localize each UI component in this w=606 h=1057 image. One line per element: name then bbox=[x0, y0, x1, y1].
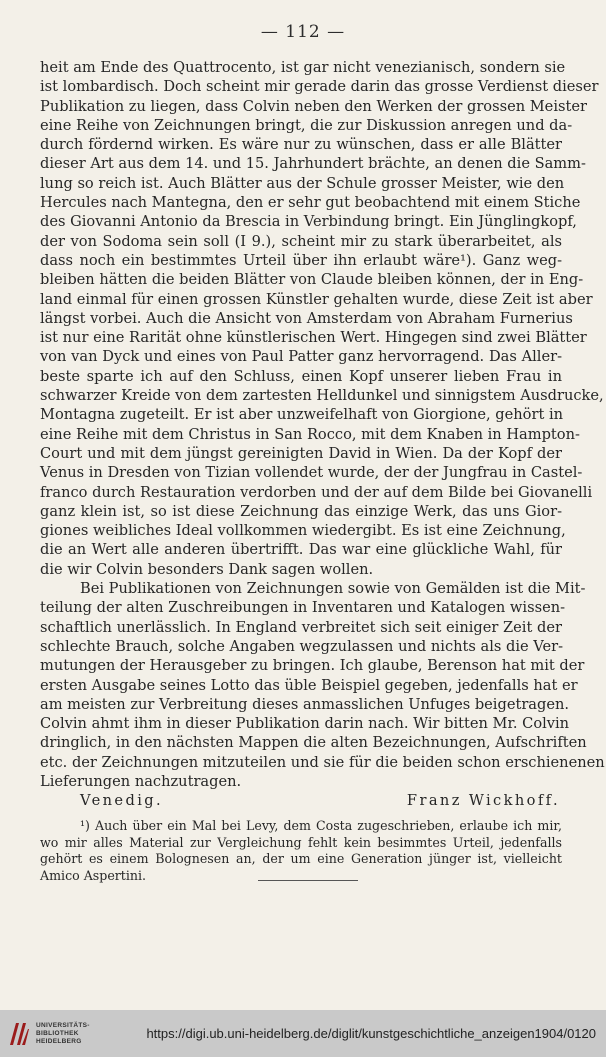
text-line: des Giovanni Antonio da Brescia in Verbindung bringt. Ein Jünglingkopf, bbox=[40, 213, 577, 231]
text-line: der von Sodoma sein soll (I 9.), scheint mir zu stark überarbeitet, als bbox=[40, 232, 562, 250]
text-line: dieser Art aus dem 14. und 15. Jahrhundert brächte, an denen die Samm- bbox=[40, 155, 586, 173]
text-line: eine Reihe mit dem Christus in San Rocco, mit dem Knaben in Hampton- bbox=[40, 425, 580, 443]
footnote-line: Amico Aspertini. bbox=[40, 867, 147, 883]
text-line: am meisten zur Verbreitung dieses anmasslichen Unfuges beigetragen. bbox=[40, 695, 570, 713]
text-line: franco durch Restauration verdorben und der auf dem Bilde bei Giovanelli bbox=[40, 483, 593, 501]
text-line: Colvin ahmt ihm in dieser Publikation darin nach. Wir bitten Mr. Colvin bbox=[40, 715, 570, 733]
text-line: etc. der Zeichnungen mitzuteilen und sie für die beiden schon erschienenen bbox=[40, 753, 605, 771]
text-line: Montagna zugeteilt. Er ist aber unzweifelhaft von Giorgione, gehört in bbox=[40, 406, 564, 424]
library-logo-icon bbox=[8, 1021, 30, 1047]
text-line: Lieferungen nachzutragen. bbox=[40, 772, 242, 790]
text-line: die wir Colvin besonders Dank sagen wollen. bbox=[40, 560, 374, 578]
text-line: Court und mit dem jüngst gereinigten David in Wien. Da der Kopf der bbox=[40, 444, 562, 462]
permalink-url[interactable]: https://digi.ub.uni-heidelberg.de/diglit/kunstgeschichtliche_anzeigen1904/0120 bbox=[146, 1026, 596, 1041]
text-line: bleiben hätten die beiden Blätter von Claude bleiben können, der in Eng- bbox=[40, 271, 584, 289]
text-line: Venus in Dresden von Tizian vollendet wurde, der der Jungfrau in Castel- bbox=[40, 464, 583, 482]
text-line: eine Reihe von Zeichnungen bringt, die zur Diskussion anregen und da- bbox=[40, 116, 573, 134]
text-line: heit am Ende des Quattrocento, ist gar nicht venezianisch, sondern sie bbox=[40, 59, 566, 76]
text-line: längst vorbei. Auch die Ansicht von Amsterdam von Abraham Furnerius bbox=[40, 309, 573, 327]
logo-line: UNIVERSITÄTS- bbox=[36, 1021, 90, 1029]
text-line: mutungen der Herausgeber zu bringen. Ich glaube, Berenson hat mit der bbox=[40, 657, 585, 675]
library-logo-text bbox=[36, 1022, 90, 1046]
text-line: beste sparte ich auf den Schluss, einen Kopf unserer lieben Frau in bbox=[40, 367, 562, 385]
text-line: giones weibliches Ideal vollkommen wiedergibt. Es ist eine Zeichnung, bbox=[40, 522, 566, 540]
text-line: teilung der alten Zuschreibungen in Inventaren und Katalogen wissen- bbox=[40, 599, 566, 617]
text-line: durch fördernd wirken. Es wäre nur zu wünschen, dass er alle Blätter bbox=[40, 136, 562, 154]
page-number: — 112 — bbox=[260, 22, 346, 42]
signature-author: Franz Wickhoff. bbox=[406, 792, 560, 810]
text-line: von van Dyck und eines von Paul Patter ganz hervorragend. Das Aller- bbox=[40, 348, 562, 366]
text-line: Publikation zu liegen, dass Colvin neben den Werken der grossen Meister bbox=[40, 97, 587, 115]
footnote-line: ¹) Auch über ein Mal bei Levy, dem Costa zugeschrieben, erlaube ich mir, bbox=[80, 818, 562, 833]
text-line: Bei Publikationen von Zeichnungen sowie von Gemälden ist die Mit- bbox=[80, 580, 586, 598]
text-line: ist nur eine Rarität ohne künstlerischen Wert. Hingegen sind zwei Blätter bbox=[40, 329, 587, 347]
viewer-footer bbox=[0, 1010, 606, 1057]
footnote-line: wo mir alles Material zur Vergleichung fehlt kein besimmtes Urteil, jedenfalls bbox=[40, 834, 562, 850]
text-line: dringlich, in den nächsten Mappen die alten Bezeichnungen, Aufschriften bbox=[40, 734, 587, 752]
text-line: land einmal für einen grossen Künstler gehalten wurde, diese Zeit ist aber bbox=[40, 290, 593, 308]
footnote-line: gehört es einem Bolognesen an, der um eine Generation jünger ist, vielleicht bbox=[40, 851, 562, 867]
text-line: schaftlich unerlässlich. In England verbreitet sich seit einiger Zeit der bbox=[40, 618, 562, 636]
text-line: dass noch ein bestimmtes Urteil über ihn erlaubt wäre¹). Ganz weg- bbox=[40, 251, 562, 269]
signature-place: Venedig. bbox=[80, 792, 164, 810]
library-logo[interactable] bbox=[8, 1021, 90, 1047]
logo-line: BIBLIOTHEK bbox=[36, 1029, 79, 1037]
text-line: ersten Ausgabe seines Lotto das üble Beispiel gegeben, jedenfalls hat er bbox=[40, 676, 578, 694]
text-line: ist lombardisch. Doch scheint mir gerade darin das grosse Verdienst dieser bbox=[40, 78, 599, 96]
text-line: schwarzer Kreide von dem zartesten Helldunkel und sinnigstem Ausdrucke, bbox=[40, 387, 604, 405]
text-line: schlechte Brauch, solche Angaben wegzulassen und nichts als die Ver- bbox=[40, 637, 564, 655]
signature-line bbox=[40, 791, 562, 810]
text-line: die an Wert alle anderen übertrifft. Das war eine glückliche Wahl, für bbox=[40, 541, 562, 559]
text-line: lung so reich ist. Auch Blätter aus der Schule grosser Meister, wie den bbox=[40, 174, 565, 192]
text-line: Hercules nach Mantegna, den er sehr gut beobachtend mit einem Stiche bbox=[40, 194, 581, 212]
text-line: ganz klein ist, so ist diese Zeichnung das einzige Werk, das uns Gior- bbox=[40, 502, 562, 520]
logo-line: HEIDELBERG bbox=[36, 1037, 82, 1045]
footnotes bbox=[40, 818, 562, 884]
body-text bbox=[40, 58, 605, 811]
